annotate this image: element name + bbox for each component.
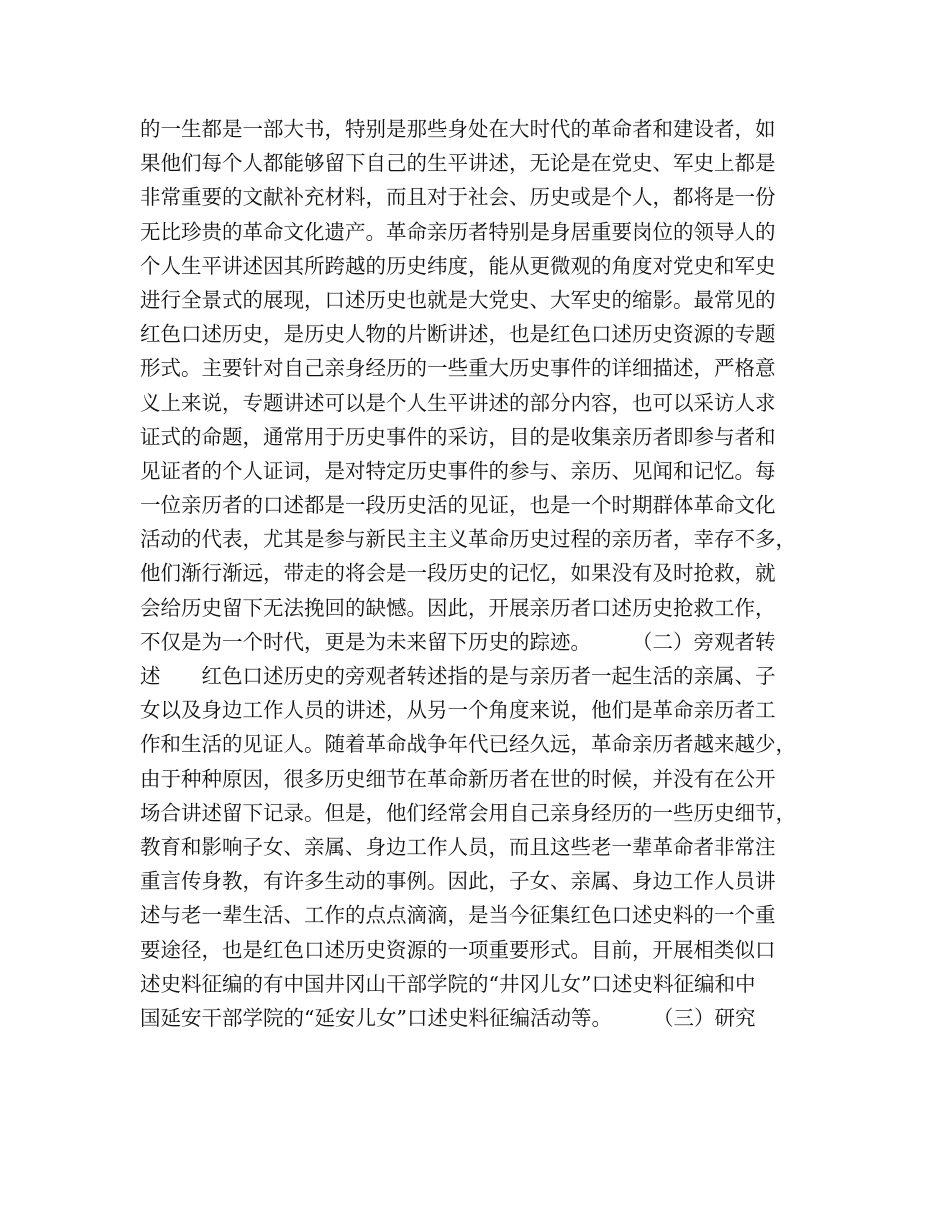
text-line: 述 红色口述历史的旁观者转述指的是与亲历者一起生活的亲属、子 (140, 664, 776, 688)
text-line: 红色口述历史，是历史人物的片断讲述，也是红色口述历史资源的专题 (140, 322, 776, 347)
text-line: 证式的命题，通常用于历史事件的采访，目的是收集亲历者即参与者和 (140, 424, 776, 449)
text-line: 要途径，也是红色口述历史资源的一项重要形式。目前，开展相类似口 (140, 937, 776, 962)
text-line: 述史料征编的有中国井冈山干部学院的“井冈儿女”口述史料征编和中 (140, 971, 756, 996)
text-line: 见证者的个人证词，是对特定历史事件的参与、亲历、见闻和记忆。每 (140, 458, 776, 483)
text-line: 非常重要的文献补充材料，而且对于社会、历史或是个人，都将是一份 (140, 185, 776, 210)
text-line: 一位亲历者的口述都是一段历史活的见证，也是一个时期群体革命文化 (140, 493, 776, 518)
text-line: 教育和影响子女、亲属、身边工作人员，而且这些老一辈革命者非常注 (140, 834, 776, 859)
text-line: 个人生平讲述因其所跨越的历史纬度，能从更微观的角度对党史和军史 (140, 253, 776, 278)
text-line: 他们渐行渐远，带走的将会是一段历史的记忆，如果没有及时抢救，就 (140, 561, 776, 586)
text-line: 女以及身边工作人员的讲述，从另一个角度来说，他们是革命亲历者工 (140, 698, 776, 723)
text-line: 无比珍贵的革命文化遗产。革命亲历者特别是身居重要岗位的领导人的 (140, 219, 776, 244)
body-text (140, 112, 830, 1035)
text-line: 形式。主要针对自己亲身经历的一些重大历史事件的详细描述，严格意 (140, 356, 776, 381)
text-line: 的一生都是一部大书，特别是那些身处在大时代的革命者和建设者，如 (140, 117, 776, 141)
text-line: 不仅是为一个时代，更是为未来留下历史的踪迹。 （二）旁观者转 (140, 629, 776, 654)
text-line: 作和生活的见证人。随着革命战争年代已经久远，革命亲历者越来越少， (140, 732, 796, 757)
text-line: 活动的代表，尤其是参与新民主主义革命历史过程的亲历者，幸存不多， (140, 527, 796, 552)
text-line: 重言传身教，有许多生动的事例。因此，子女、亲属、身边工作人员讲 (140, 869, 776, 894)
text-line: 场合讲述留下记录。但是，他们经常会用自己亲身经历的一些历史细节， (140, 800, 796, 825)
text-line: 果他们每个人都能够留下自己的生平讲述，无论是在党史、军史上都是 (140, 151, 776, 176)
text-line: 进行全景式的展现，口述历史也就是大党史、大军史的缩影。最常见的 (140, 287, 776, 312)
text-line: 由于种种原因，很多历史细节在革命新历者在世的时候，并没有在公开 (140, 766, 776, 791)
text-line: 述与老一辈生活、工作的点点滴滴，是当今征集红色口述史料的一个重 (140, 903, 776, 928)
text-line: 会给历史留下无法挽回的缺憾。因此，开展亲历者口述历史抢救工作， (140, 595, 776, 620)
text-line: 国延安干部学院的“延安儿女”口述史料征编活动等。 （三）研究 (140, 1005, 756, 1030)
text-line: 义上来说，专题讲述可以是个人生平讲述的部分内容，也可以采访人求 (140, 390, 776, 415)
